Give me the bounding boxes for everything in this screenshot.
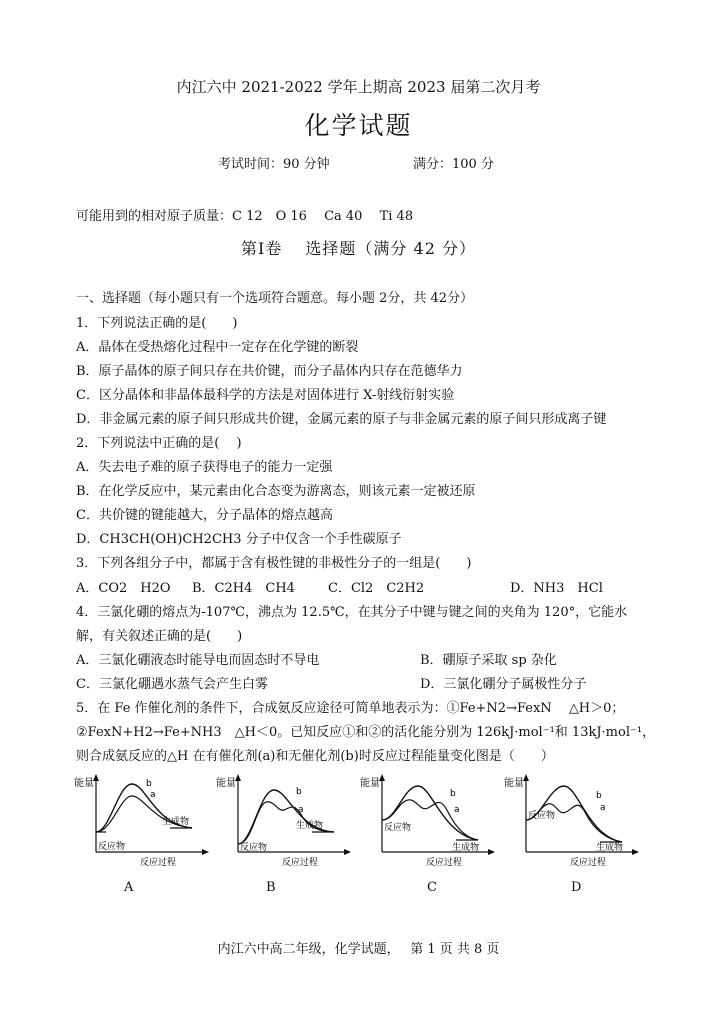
q2-option-a: A．失去电子难的原子获得电子的能力一定强 [76, 460, 333, 475]
page-title: 化学试题 [304, 111, 413, 140]
part-heading: 第Ⅰ卷 选择题（满分 42 分） [241, 239, 476, 258]
reactant-label: 反应物 [528, 811, 556, 821]
curve-a-label: a [150, 790, 156, 800]
q4-option-c: C．三氯化硼遇水蒸气会产生白雾 [76, 677, 268, 692]
q4-option-a: A．三氯化硼液态时能导电而固态时不导电 [76, 653, 320, 668]
exam-time: 考试时间：90 分钟 [218, 157, 330, 172]
option-label-a: A [124, 880, 134, 895]
reactant-label: 反应物 [240, 843, 268, 853]
atomic-mass-info: 可能用到的相对原子质量：C 12 O 16 Ca 40 Ti 48 [76, 209, 414, 224]
product-label: 生成物 [596, 843, 624, 853]
exam-header: 内江六中 2021-2022 学年上期高 2023 届第二次月考 [176, 78, 541, 96]
page-footer: 内江六中高二年级，化学试题， 第 1 页 共 8 页 [217, 942, 500, 957]
q3-option-a: A．CO2 H2O [76, 581, 171, 596]
curve-b-label: b [146, 779, 152, 789]
energy-diagram-a [70, 772, 210, 867]
q2-option-d: D．CH3CH(OH)CH2CH3 分子中仅含一个手性碳原子 [76, 532, 402, 547]
y-axis-label: 能量 [74, 778, 94, 789]
q2-stem: 2．下列说法中正确的是( ) [76, 436, 242, 451]
q1-option-c: C．区分晶体和非晶体最科学的方法是对固体进行 X-射线衍射实验 [76, 388, 455, 403]
q3-option-b: B．C2H4 CH4 [192, 581, 295, 596]
curve-b-label: b [596, 791, 602, 801]
option-label-b: B [266, 880, 276, 895]
y-axis-label: 能量 [360, 778, 380, 789]
x-axis-label: 反应过程 [426, 858, 463, 867]
energy-diagram-c [356, 772, 496, 867]
q4-stem-line1: 4．三氯化硼的熔点为-107℃，沸点为 12.5℃，在其分子中键与键之间的夹角为 120°，它能水 [76, 605, 628, 620]
option-label-d: D [571, 880, 582, 895]
energy-diagram-b [212, 772, 352, 867]
q2-option-b: B．在化学反应中，某元素由化合态变为游离态，则该元素一定被还原 [76, 484, 476, 499]
q5-line3: 则合成氨反应的△H 在有催化剂(a)和无催化剂(b)时反应过程能量变化图是（ ） [76, 749, 554, 764]
q1-option-a: A．晶体在受热熔化过程中一定存在化学键的断裂 [76, 340, 359, 355]
q4-option-d: D．三氯化硼分子属极性分子 [420, 677, 587, 692]
q4-option-b: B．硼原子采取 sp 杂化 [420, 653, 557, 668]
x-axis-label: 反应过程 [140, 858, 177, 867]
option-label-c: C [427, 880, 437, 895]
product-label: 生成物 [452, 843, 480, 853]
curve-a-label: a [298, 805, 304, 815]
curve-a-label: a [454, 805, 460, 815]
curve-a-label: a [600, 803, 606, 813]
energy-diagram-d [500, 772, 640, 867]
reactant-label: 反应物 [98, 842, 126, 852]
y-axis-label: 能量 [216, 778, 236, 789]
q1-option-d: D．非金属元素的原子间只形成共价键，金属元素的原子与非金属元素的原子间只形成离子键 [76, 412, 607, 427]
reactant-label: 反应物 [384, 823, 412, 833]
product-label: 生成物 [162, 817, 190, 827]
q2-option-c: C．共价键的键能越大，分子晶体的熔点越高 [76, 508, 333, 523]
section-heading: 一、选择题（每小题只有一个选项符合题意。每小题 2分，共 42分） [76, 291, 474, 306]
curve-b-label: b [296, 787, 302, 797]
q5-line1: 5．在 Fe 作催化剂的条件下，合成氨反应途径可简单地表示为：①Fe+N2→FexN △H＞0； [76, 701, 625, 716]
full-score: 满分：100 分 [413, 157, 494, 172]
x-axis-label: 反应过程 [570, 858, 607, 867]
q1-stem: 1．下列说法正确的是( ) [76, 316, 238, 331]
product-label: 生成物 [296, 821, 324, 831]
y-axis-label: 能量 [504, 778, 524, 789]
q3-option-d: D．NH3 HCl [510, 581, 603, 596]
q3-option-c: C．Cl2 C2H2 [328, 581, 425, 596]
q1-option-b: B．原子晶体的原子间只存在共价键，而分子晶体内只存在范德华力 [76, 364, 463, 379]
q3-stem: 3．下列各组分子中，都属于含有极性键的非极性分子的一组是( ) [76, 556, 472, 571]
q5-line2: ②FexN+H2→Fe+NH3 △H＜0。已知反应①和②的活化能分别为 126kJ·mol⁻¹和 13kJ·mol⁻¹， [76, 725, 656, 740]
x-axis-label: 反应过程 [282, 858, 319, 867]
curve-b-label: b [450, 789, 456, 799]
q4-stem-line2: 解，有关叙述正确的是( ) [76, 629, 243, 644]
